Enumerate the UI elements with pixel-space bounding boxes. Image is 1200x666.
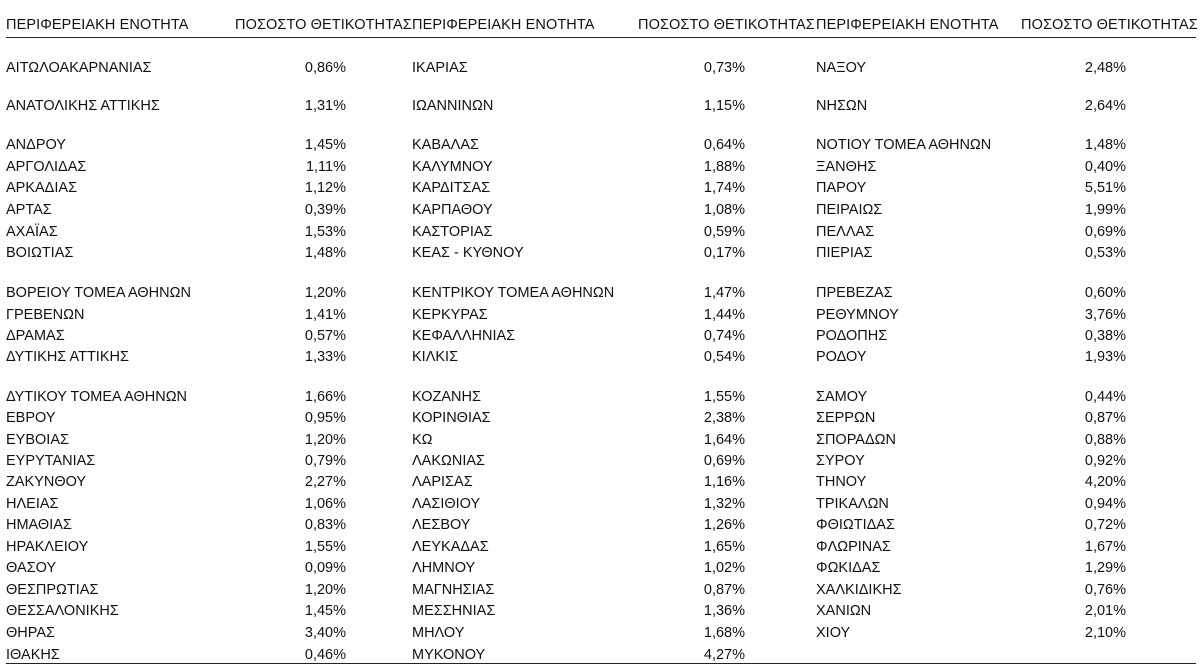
positivity-value: 1,12% [304, 180, 346, 196]
region-name: ΔΥΤΙΚΟΥ ΤΟΜΕΑ ΑΘΗΝΩΝ [6, 389, 188, 405]
region-row [6, 430, 406, 450]
region-row [6, 515, 406, 535]
positivity-value: 0,39% [304, 202, 346, 218]
region-row [816, 408, 1196, 428]
region-row [6, 387, 406, 407]
positivity-value: 2,27% [304, 474, 346, 490]
positivity-value: 1,26% [703, 517, 745, 533]
col3-positivity-header: ΠΟΣΟΣΤΟ ΘΕΤΙΚΟΤΗΤΑΣ [1021, 17, 1198, 33]
region-row [816, 222, 1196, 242]
region-name: ΞΑΝΘΗΣ [816, 159, 877, 175]
region-row [6, 243, 406, 263]
region-name: ΒΟΙΩΤΙΑΣ [6, 245, 74, 261]
region-name: ΧΙΟΥ [816, 625, 851, 641]
positivity-value: 5,51% [1084, 180, 1126, 196]
region-column-1 [6, 0, 406, 666]
region-row [816, 558, 1196, 578]
positivity-value: 1,32% [703, 496, 745, 512]
positivity-value: 1,48% [304, 245, 346, 261]
region-row [816, 451, 1196, 471]
region-row [6, 326, 406, 346]
region-row [412, 283, 812, 303]
region-name: ΝΗΣΩΝ [816, 98, 868, 114]
region-row [412, 472, 812, 492]
region-row [816, 326, 1196, 346]
region-name: ΚΙΛΚΙΣ [412, 349, 459, 365]
region-row [816, 387, 1196, 407]
col2-positivity-header: ΠΟΣΟΣΤΟ ΘΕΤΙΚΟΤΗΤΑΣ [638, 17, 815, 33]
region-row [816, 472, 1196, 492]
region-name: ΦΩΚΙΔΑΣ [816, 560, 881, 576]
region-row [412, 96, 812, 116]
region-name: ΠΙΕΡΙΑΣ [816, 245, 873, 261]
positivity-value: 0,76% [1084, 582, 1126, 598]
positivity-value: 0,87% [703, 582, 745, 598]
positivity-value: 1,15% [703, 98, 745, 114]
region-row [6, 451, 406, 471]
positivity-value: 4,20% [1084, 474, 1126, 490]
region-row [6, 178, 406, 198]
positivity-value: 0,17% [703, 245, 745, 261]
region-row [6, 58, 406, 78]
region-row [412, 326, 812, 346]
region-name: ΚΑΛΥΜΝΟΥ [412, 159, 493, 175]
region-column-2 [412, 0, 812, 666]
region-name: ΚΕΑΣ - ΚΥΘΝΟΥ [412, 245, 524, 261]
positivity-value: 1,48% [1084, 137, 1126, 153]
positivity-value: 0,53% [1084, 245, 1126, 261]
region-name: ΘΕΣΣΑΛΟΝΙΚΗΣ [6, 603, 119, 619]
region-name: ΡΟΔΟΥ [816, 349, 867, 365]
region-row [412, 494, 812, 514]
positivity-value: 1,53% [304, 224, 346, 240]
region-name: ΚΑΒΑΛΑΣ [412, 137, 480, 153]
region-name: ΙΚΑΡΙΑΣ [412, 60, 468, 76]
region-row [6, 222, 406, 242]
col3-region-header: ΠΕΡΙΦΕΡΕΙΑΚΗ ΕΝΟΤΗΤΑ [816, 17, 999, 33]
region-name: ΚΟΖΑΝΗΣ [412, 389, 481, 405]
region-name: ΗΡΑΚΛΕΙΟΥ [6, 539, 89, 555]
positivity-value: 0,92% [1084, 453, 1126, 469]
positivity-value: 1,47% [703, 285, 745, 301]
positivity-value: 0,57% [304, 328, 346, 344]
positivity-value: 1,64% [703, 432, 745, 448]
region-name: ΘΑΣΟΥ [6, 560, 57, 576]
positivity-value: 0,72% [1084, 517, 1126, 533]
region-row [412, 580, 812, 600]
positivity-value: 0,60% [1084, 285, 1126, 301]
region-name: ΛΕΣΒΟΥ [412, 517, 471, 533]
positivity-value: 0,74% [703, 328, 745, 344]
positivity-value: 1,41% [304, 307, 346, 323]
col2-region-header: ΠΕΡΙΦΕΡΕΙΑΚΗ ΕΝΟΤΗΤΑ [412, 17, 595, 33]
region-name: ΓΡΕΒΕΝΩΝ [6, 307, 85, 323]
col1-region-header: ΠΕΡΙΦΕΡΕΙΑΚΗ ΕΝΟΤΗΤΑ [6, 17, 189, 33]
region-row [816, 494, 1196, 514]
region-name: ΠΕΙΡΑΙΩΣ [816, 202, 883, 218]
region-name: ΙΩΑΝΝΙΝΩΝ [412, 98, 494, 114]
region-name: ΣΕΡΡΩΝ [816, 410, 876, 426]
region-row [816, 305, 1196, 325]
region-name: ΘΗΡΑΣ [6, 625, 55, 641]
positivity-value: 1,11% [305, 159, 346, 175]
positivity-value: 0,83% [304, 517, 346, 533]
positivity-value: 0,79% [304, 453, 346, 469]
region-row [816, 157, 1196, 177]
region-name: ΚΟΡΙΝΘΙΑΣ [412, 410, 491, 426]
region-row [412, 157, 812, 177]
region-name: ΚΑΡΠΑΘΟΥ [412, 202, 493, 218]
positivity-value: 0,88% [1084, 432, 1126, 448]
region-name: ΚΑΣΤΟΡΙΑΣ [412, 224, 493, 240]
positivity-value: 1,74% [703, 180, 745, 196]
region-name: ΛΗΜΝΟΥ [412, 560, 476, 576]
positivity-value: 1,31% [304, 98, 346, 114]
region-row [6, 645, 406, 665]
region-row [412, 601, 812, 621]
region-row [6, 601, 406, 621]
positivity-value: 1,20% [304, 582, 346, 598]
positivity-value: 1,68% [703, 625, 745, 641]
positivity-value: 2,48% [1084, 60, 1126, 76]
region-row [816, 58, 1196, 78]
region-row [6, 305, 406, 325]
region-row [412, 408, 812, 428]
region-name: ΛΑΡΙΣΑΣ [412, 474, 473, 490]
region-name: ΑΡΓΟΛΙΔΑΣ [6, 159, 87, 175]
region-row [6, 283, 406, 303]
region-row [6, 200, 406, 220]
region-row [816, 537, 1196, 557]
region-name: ΝΑΞΟΥ [816, 60, 867, 76]
positivity-value: 1,20% [304, 432, 346, 448]
positivity-value: 1,45% [304, 137, 346, 153]
positivity-value: 1,16% [703, 474, 745, 490]
col1-positivity-header: ΠΟΣΟΣΤΟ ΘΕΤΙΚΟΤΗΤΑΣ [235, 17, 412, 33]
positivity-value: 1,08% [703, 202, 745, 218]
positivity-value: 1,20% [304, 285, 346, 301]
positivity-value: 0,86% [304, 60, 346, 76]
region-name: ΠΕΛΛΑΣ [816, 224, 875, 240]
positivity-value: 4,27% [703, 647, 745, 663]
region-name: ΖΑΚΥΝΘΟΥ [6, 474, 87, 490]
positivity-value: 1,55% [703, 389, 745, 405]
region-row [6, 494, 406, 514]
region-row [816, 178, 1196, 198]
region-row [412, 135, 812, 155]
region-name: ΠΡΕΒΕΖΑΣ [816, 285, 893, 301]
region-name: ΦΛΩΡΙΝΑΣ [816, 539, 891, 555]
region-row [6, 472, 406, 492]
positivity-value: 1,67% [1084, 539, 1126, 555]
region-row [816, 347, 1196, 367]
region-row [412, 515, 812, 535]
region-name: ΦΘΙΩΤΙΔΑΣ [816, 517, 895, 533]
region-name: ΜΑΓΝΗΣΙΑΣ [412, 582, 495, 598]
positivity-value: 0,87% [1084, 410, 1126, 426]
region-row [412, 451, 812, 471]
region-name: ΒΟΡΕΙΟΥ ΤΟΜΕΑ ΑΘΗΝΩΝ [6, 285, 191, 301]
region-row [412, 623, 812, 643]
region-row [816, 430, 1196, 450]
region-row [816, 96, 1196, 116]
region-name: ΑΝΑΤΟΛΙΚΗΣ ΑΤΤΙΚΗΣ [6, 98, 160, 114]
region-row [6, 558, 406, 578]
region-name: ΧΑΝΙΩΝ [816, 603, 872, 619]
positivity-value: 0,38% [1084, 328, 1126, 344]
positivity-value: 0,94% [1084, 496, 1126, 512]
region-row [816, 200, 1196, 220]
region-name: ΝΟΤΙΟΥ ΤΟΜΕΑ ΑΘΗΝΩΝ [816, 137, 992, 153]
positivity-value: 0,69% [1084, 224, 1126, 240]
positivity-value: 0,69% [703, 453, 745, 469]
positivity-value: 3,76% [1084, 307, 1126, 323]
region-name: ΑΧΑΪΑΣ [6, 224, 58, 240]
region-row [412, 387, 812, 407]
region-name: ΑΡΚΑΔΙΑΣ [6, 180, 78, 196]
region-name: ΚΑΡΔΙΤΣΑΣ [412, 180, 491, 196]
region-name: ΚΕΦΑΛΛΗΝΙΑΣ [412, 328, 516, 344]
region-row [412, 430, 812, 450]
region-row [412, 58, 812, 78]
region-name: ΡΕΘΥΜΝΟΥ [816, 307, 899, 323]
positivity-value: 0,95% [304, 410, 346, 426]
positivity-value: 1,06% [304, 496, 346, 512]
positivity-value: 1,99% [1084, 202, 1126, 218]
region-name: ΕΥΒΟΙΑΣ [6, 432, 69, 448]
region-name: ΧΑΛΚΙΔΙΚΗΣ [816, 582, 902, 598]
region-name: ΤΗΝΟΥ [816, 474, 867, 490]
region-name: ΑΡΤΑΣ [6, 202, 52, 218]
region-row [412, 178, 812, 198]
region-row [6, 135, 406, 155]
footer-divider [6, 663, 1196, 664]
region-name: ΚΕΝΤΡΙΚΟΥ ΤΟΜΕΑ ΑΘΗΝΩΝ [412, 285, 615, 301]
positivity-value: 1,44% [703, 307, 745, 323]
region-name: ΛΑΚΩΝΙΑΣ [412, 453, 486, 469]
region-name: ΚΕΡΚΥΡΑΣ [412, 307, 488, 323]
positivity-value: 1,02% [703, 560, 745, 576]
positivity-value: 0,59% [703, 224, 745, 240]
positivity-value: 2,10% [1084, 625, 1126, 641]
region-row [412, 243, 812, 263]
positivity-value: 0,44% [1084, 389, 1126, 405]
region-row [816, 580, 1196, 600]
region-name: ΗΜΑΘΙΑΣ [6, 517, 72, 533]
region-row [412, 558, 812, 578]
positivity-value: 1,93% [1084, 349, 1126, 365]
positivity-value: 0,73% [703, 60, 745, 76]
region-row [412, 645, 812, 665]
region-row [6, 96, 406, 116]
positivity-value: 0,40% [1084, 159, 1126, 175]
positivity-value: 3,40% [304, 625, 346, 641]
region-row [412, 537, 812, 557]
region-name: ΕΥΡΥΤΑΝΙΑΣ [6, 453, 96, 469]
region-column-3 [816, 0, 1196, 666]
positivity-value: 2,64% [1084, 98, 1126, 114]
region-row [816, 135, 1196, 155]
positivity-value: 1,55% [304, 539, 346, 555]
region-row [6, 408, 406, 428]
region-name: ΜΕΣΣΗΝΙΑΣ [412, 603, 496, 619]
region-row [816, 243, 1196, 263]
region-name: ΔΡΑΜΑΣ [6, 328, 65, 344]
region-name: ΗΛΕΙΑΣ [6, 496, 59, 512]
positivity-value: 2,38% [703, 410, 745, 426]
positivity-value: 1,66% [304, 389, 346, 405]
region-row [816, 283, 1196, 303]
positivity-value: 0,64% [703, 137, 745, 153]
region-name: ΛΕΥΚΑΔΑΣ [412, 539, 489, 555]
region-name: ΙΘΑΚΗΣ [6, 647, 60, 663]
positivity-value: 0,54% [703, 349, 745, 365]
region-name: ΜΥΚΟΝΟΥ [412, 647, 486, 663]
region-name: ΑΝΔΡΟΥ [6, 137, 66, 153]
region-row [412, 200, 812, 220]
region-row [412, 222, 812, 242]
region-row [6, 580, 406, 600]
region-name: ΣΑΜΟΥ [816, 389, 868, 405]
region-name: ΜΗΛΟΥ [412, 625, 465, 641]
region-name: ΛΑΣΙΘΙΟΥ [412, 496, 481, 512]
region-name: ΔΥΤΙΚΗΣ ΑΤΤΙΚΗΣ [6, 349, 129, 365]
positivity-value: 1,36% [703, 603, 745, 619]
region-name: ΣΠΟΡΑΔΩΝ [816, 432, 896, 448]
region-row [816, 623, 1196, 643]
region-name: ΡΟΔΟΠΗΣ [816, 328, 888, 344]
positivity-value: 1,88% [703, 159, 745, 175]
positivity-value: 1,29% [1084, 560, 1126, 576]
positivity-value: 1,45% [304, 603, 346, 619]
positivity-value: 0,46% [304, 647, 346, 663]
region-name: ΕΒΡΟΥ [6, 410, 56, 426]
positivity-value: 1,33% [304, 349, 346, 365]
positivity-value: 2,01% [1084, 603, 1126, 619]
positivity-value: 0,09% [304, 560, 346, 576]
region-row [816, 601, 1196, 621]
region-name: ΣΥΡΟΥ [816, 453, 865, 469]
region-name: ΘΕΣΠΡΩΤΙΑΣ [6, 582, 99, 598]
region-row [816, 515, 1196, 535]
region-name: ΚΩ [412, 432, 433, 448]
region-row [6, 347, 406, 367]
positivity-value: 1,65% [703, 539, 745, 555]
region-name: ΠΑΡΟΥ [816, 180, 867, 196]
region-row [412, 347, 812, 367]
region-row [6, 537, 406, 557]
region-row [6, 157, 406, 177]
region-row [6, 623, 406, 643]
region-row [412, 305, 812, 325]
region-name: ΑΙΤΩΛΟΑΚΑΡΝΑΝΙΑΣ [6, 60, 152, 76]
region-name: ΤΡΙΚΑΛΩΝ [816, 496, 889, 512]
